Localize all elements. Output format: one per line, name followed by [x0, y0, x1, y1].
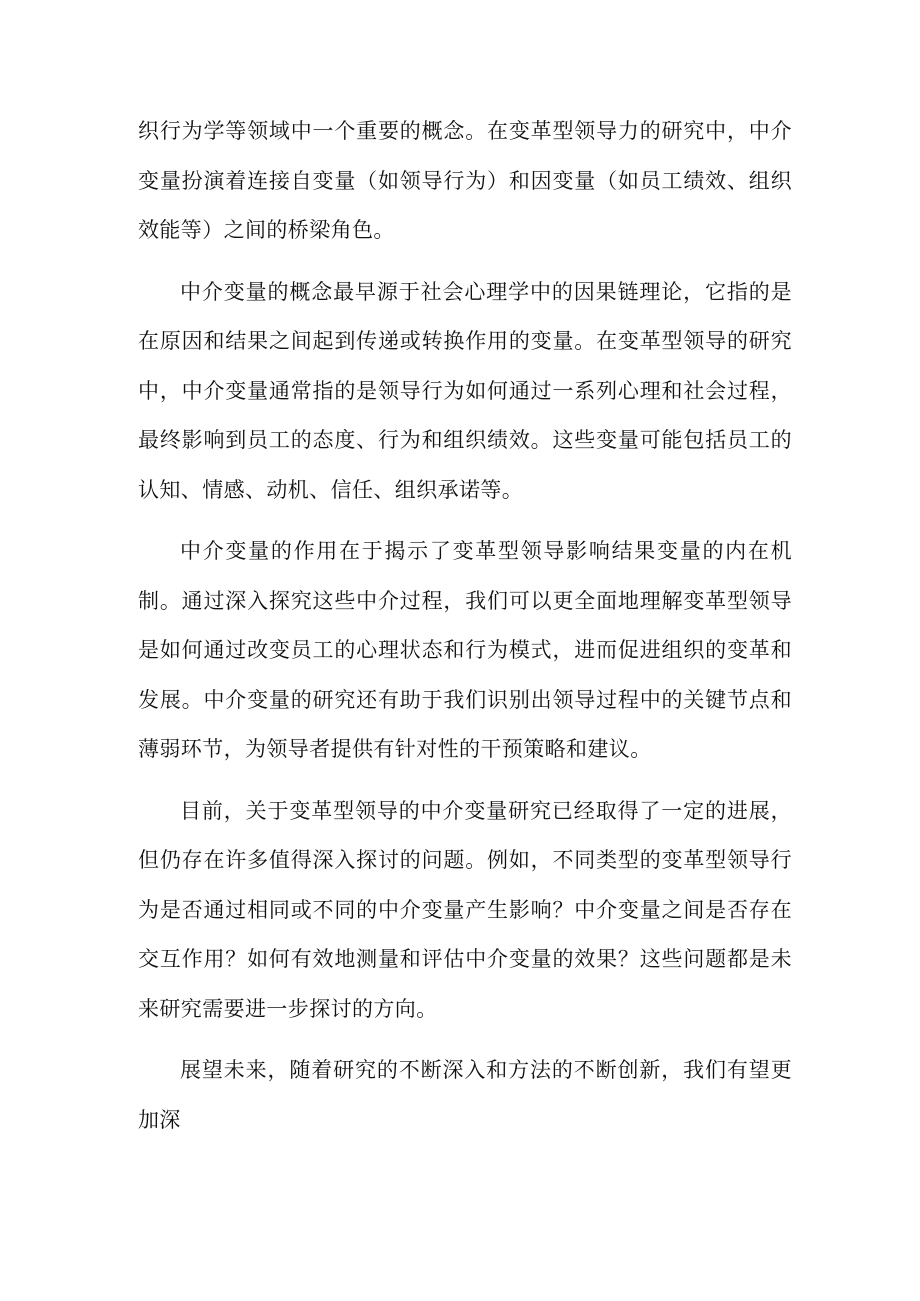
paragraph-5: 展望未来，随着研究的不断深入和方法的不断创新，我们有望更加深 — [138, 1058, 792, 1132]
paragraph-2: 中介变量的概念最早源于社会心理学中的因果链理论，它指的是在原因和结果之间起到传递或转换作用的变量。在变革型领导的研究中，中介变量通常指的是领导行为如何通过一系列心理和社会过程，最终影响到员工的态度、行为和组织绩效。这些变量可能包括员工的认知、情感、动机、信任、组织承诺等。 — [138, 279, 792, 502]
paragraph-3: 中介变量的作用在于揭示了变革型领导影响结果变量的内在机制。通过深入探究这些中介过程，我们可以更全面地理解变革型领导是如何通过改变员工的心理状态和行为模式，进而促进组织的变革和发展。中介变量的研究还有助于我们识别出领导过程中的关键节点和薄弱环节，为领导者提供有针对性的干预策略和建议。 — [138, 539, 792, 761]
paragraph-1: 织行为学等领域中一个重要的概念。在变革型领导力的研究中，中介变量扮演着连接自变量（如领导行为）和因变量（如员工绩效、组织效能等）之间的桥梁角色。 — [138, 119, 792, 242]
paragraph-4: 目前，关于变革型领导的中介变量研究已经取得了一定的进展，但仍存在许多值得深入探讨的问题。例如，不同类型的变革型领导行为是否通过相同或不同的中介变量产生影响？中介变量之间是否存在交互作用？如何有效地测量和评估中介变量的效果？这些问题都是未来研究需要进一步探讨的方向。 — [138, 798, 792, 1021]
document-body — [138, 107, 792, 1157]
